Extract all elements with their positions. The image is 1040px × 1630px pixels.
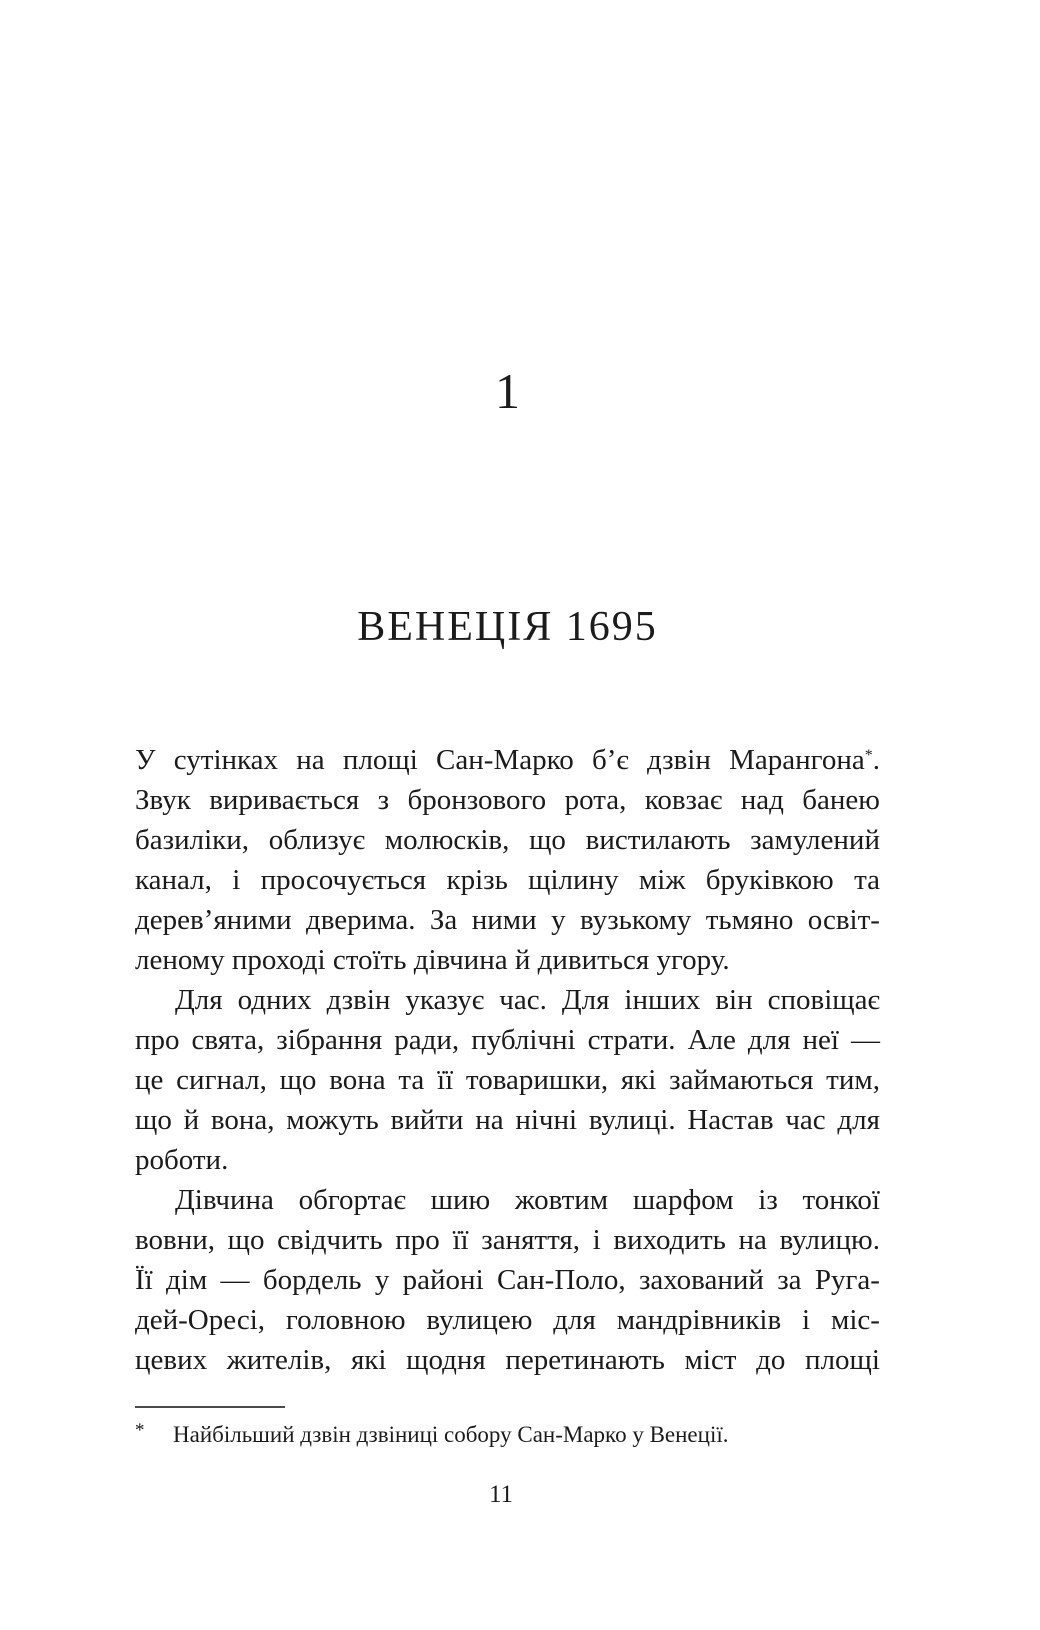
text-line: Звук виривається з бронзового рота, ковзає над банею <box>135 784 880 816</box>
footnote-divider <box>135 1406 285 1408</box>
text-line: Дівчина обгортає шию жовтим шарфом із тонкої <box>175 1184 880 1216</box>
text-line: У сутінках на площі Сан-Марко б’є дзвін Марангона*. <box>135 744 880 776</box>
paragraph <box>135 740 880 980</box>
paragraph <box>135 1180 880 1380</box>
page-number: 11 <box>488 1481 514 1508</box>
text-line: дерев’яними дверима. За ними у вузькому тьмяно освіт- <box>135 904 880 936</box>
body-text <box>135 740 880 1380</box>
chapter-number: 1 <box>495 363 520 419</box>
footnote <box>135 1420 880 1450</box>
text-line: вовни, що свідчить про її заняття, і виходить на вулицю. <box>135 1224 880 1256</box>
text-line: Її дім — бордель у районі Сан-Поло, захований за Руга- <box>135 1264 880 1296</box>
chapter-title: ВЕНЕЦІЯ 1695 <box>357 604 658 650</box>
footnote-text: Найбільший дзвін дзвіниці собору Сан-Марко у Венеції. <box>173 1422 729 1447</box>
text-line: цевих жителів, які щодня перетинають міст до площі <box>135 1344 880 1376</box>
paragraph <box>135 980 880 1180</box>
text-line: це сигнал, що вона та її товаришки, які займаються тим, <box>135 1064 880 1096</box>
text-line: про свята, зібрання ради, публічні страти. Але для неї — <box>135 1024 880 1056</box>
footnote-marker: * <box>135 1420 145 1441</box>
text-line: канал, і просочується крізь щілину між бруківкою та <box>135 864 880 896</box>
text-line: що й вона, можуть вийти на нічні вулиці. Настав час для <box>135 1104 880 1136</box>
text-line: роботи. <box>135 1144 229 1176</box>
text-line: леному проході стоїть дівчина й дивиться угору. <box>135 944 730 976</box>
footnote-reference-asterisk: * <box>864 747 873 765</box>
text-line: дей-Оресі, головною вулицею для мандрівників і міс- <box>135 1304 880 1336</box>
text-line: базиліки, облизує молюсків, що вистилають замулений <box>135 824 880 856</box>
text-line: Для одних дзвін указує час. Для інших він сповіщає <box>175 984 880 1016</box>
